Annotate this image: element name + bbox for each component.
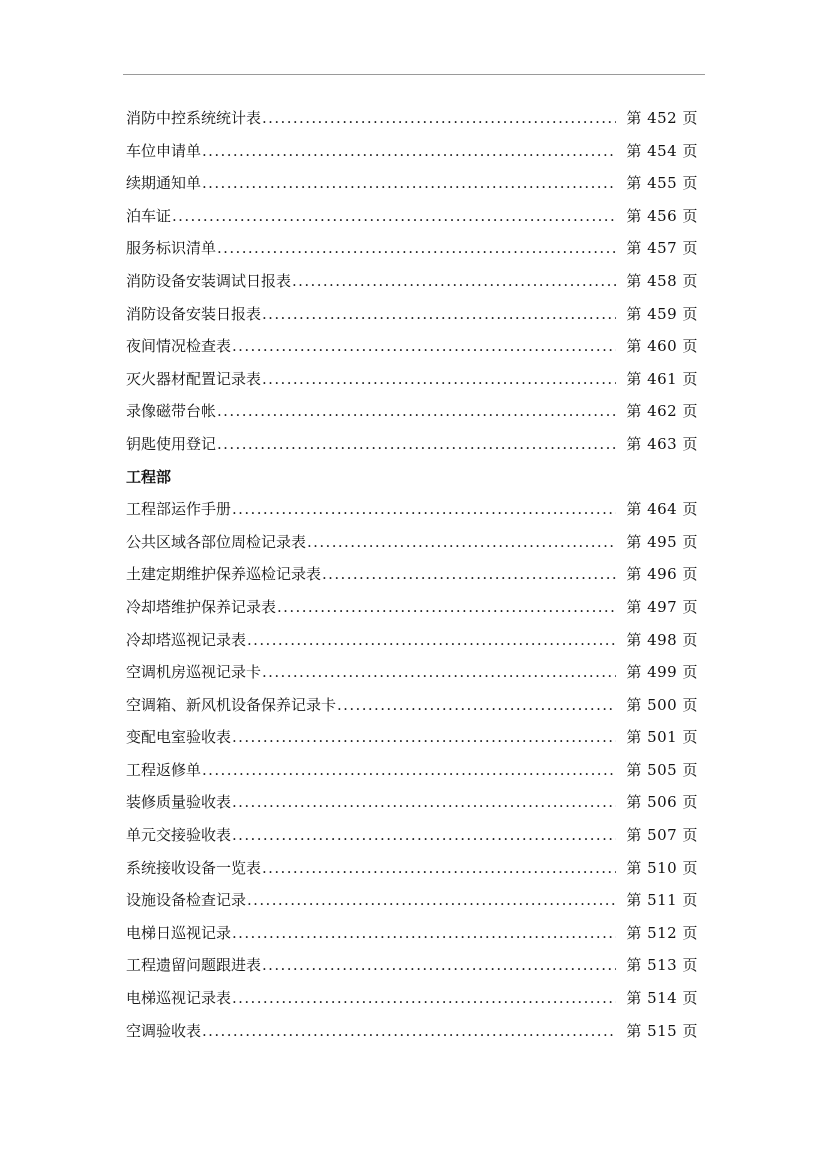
dot-leader [216,395,616,428]
toc-entry[interactable] [126,1015,698,1048]
toc-entry-title: 空调验收表 [126,1021,202,1040]
toc-entry-title: 电梯巡视记录表 [126,989,232,1008]
toc-entry-title: 录像磁带台帐 [126,402,217,421]
toc-entry-title: 空调机房巡视记录卡 [126,663,262,682]
toc-entry-title: 消防设备安装日报表 [126,304,262,323]
toc-entry[interactable] [126,395,698,428]
toc-entry-title: 土建定期维护保养巡检记录表 [126,565,322,584]
dot-leader [261,298,616,331]
toc-entry-title: 空调箱、新风机设备保养记录卡 [126,695,337,714]
toc-entry[interactable] [126,265,698,298]
toc-entry-title: 系统接收设备一览表 [126,858,262,877]
table-of-contents [126,102,698,1047]
toc-entry[interactable] [126,167,698,200]
dot-leader [231,330,616,363]
toc-entry[interactable] [126,493,698,526]
toc-entry[interactable] [126,591,698,624]
toc-entry-page-number: 第 514 页 [626,989,698,1008]
toc-entry-title: 夜间情况检查表 [126,337,232,356]
toc-entry-title: 工程部运作手册 [126,500,232,519]
toc-entry-page-number: 第 455 页 [626,174,698,193]
toc-entry-page-number: 第 459 页 [626,304,698,323]
toc-entry[interactable] [126,200,698,233]
dot-leader [291,265,616,298]
toc-entry-page-number: 第 498 页 [626,630,698,649]
toc-entry-page-number: 第 496 页 [626,565,698,584]
dot-leader [201,1015,616,1048]
toc-entry-title: 工程返修单 [126,760,202,779]
toc-entry-title: 泊车证 [126,206,172,225]
toc-entry-page-number: 第 452 页 [626,109,698,127]
toc-entry-title: 冷却塔巡视记录表 [126,630,247,649]
dot-leader [231,819,616,852]
toc-entry[interactable] [126,363,698,396]
toc-entry-page-number: 第 500 页 [626,695,698,714]
toc-entry[interactable] [126,689,698,722]
toc-entry[interactable] [126,917,698,950]
toc-entry[interactable] [126,819,698,852]
dot-leader [261,852,616,885]
toc-entry-page-number: 第 506 页 [626,793,698,812]
dot-leader [336,689,616,722]
toc-entry[interactable] [126,526,698,559]
dot-leader [231,721,616,754]
toc-entry[interactable] [126,786,698,819]
dot-leader [231,786,616,819]
dot-leader [231,493,616,526]
toc-entry-page-number: 第 499 页 [626,663,698,682]
toc-entry[interactable] [126,135,698,168]
dot-leader [246,624,616,657]
toc-entry-page-number: 第 457 页 [626,239,698,258]
dot-leader [246,884,616,917]
dot-leader [231,917,616,950]
toc-entry-title: 单元交接验收表 [126,826,232,845]
toc-entry[interactable] [126,102,698,135]
toc-group-engineering [126,493,698,1047]
toc-entry-title: 服务标识清单 [126,239,217,258]
toc-entry[interactable] [126,330,698,363]
toc-entry-page-number: 第 510 页 [626,858,698,877]
toc-entry[interactable] [126,558,698,591]
toc-entry-title: 公共区域各部位周检记录表 [126,532,307,551]
toc-entry-title: 设施设备检查记录 [126,891,247,910]
toc-entry-title: 装修质量验收表 [126,793,232,812]
toc-entry-title: 消防中控系统统计表 [126,109,262,127]
toc-entry[interactable] [126,428,698,461]
dot-leader [261,949,616,982]
toc-entry[interactable] [126,982,698,1015]
dot-leader [216,232,616,265]
toc-entry[interactable] [126,656,698,689]
toc-entry-title: 工程遗留问题跟进表 [126,956,262,975]
dot-leader [216,428,616,461]
dot-leader [261,102,616,135]
dot-leader [321,558,616,591]
toc-entry[interactable] [126,754,698,787]
toc-entry[interactable] [126,298,698,331]
toc-entry-page-number: 第 507 页 [626,826,698,845]
toc-entry-title: 变配电室验收表 [126,728,232,747]
toc-entry-title: 车位申请单 [126,141,202,160]
toc-group-security [126,102,698,461]
toc-entry[interactable] [126,884,698,917]
toc-entry[interactable] [126,852,698,885]
toc-entry[interactable] [126,624,698,657]
dot-leader [201,167,616,200]
toc-entry-title: 电梯日巡视记录 [126,923,232,942]
toc-entry-page-number: 第 495 页 [626,532,698,551]
toc-entry-page-number: 第 501 页 [626,728,698,747]
toc-entry-page-number: 第 512 页 [626,923,698,942]
toc-entry-page-number: 第 497 页 [626,597,698,616]
toc-entry-page-number: 第 464 页 [626,500,698,519]
dot-leader [201,754,616,787]
dot-leader [261,363,616,396]
toc-entry-page-number: 第 513 页 [626,956,698,975]
dot-leader [231,982,616,1015]
dot-leader [306,526,616,559]
toc-entry-title: 消防设备安装调试日报表 [126,271,292,290]
toc-entry[interactable] [126,232,698,265]
toc-entry-title: 灭火器材配置记录表 [126,369,262,388]
dot-leader [276,591,616,624]
toc-entry-page-number: 第 511 页 [626,891,698,910]
section-heading: 工程部 [126,467,172,486]
toc-entry-page-number: 第 461 页 [626,369,698,388]
dot-leader [201,135,616,168]
toc-entry-title: 钥匙使用登记 [126,434,217,453]
toc-entry[interactable] [126,949,698,982]
toc-entry-page-number: 第 458 页 [626,271,698,290]
toc-entry-title: 冷却塔维护保养记录表 [126,597,277,616]
toc-entry-title: 续期通知单 [126,174,202,193]
toc-entry-page-number: 第 454 页 [626,141,698,160]
toc-entry-page-number: 第 463 页 [626,434,698,453]
toc-entry-page-number: 第 460 页 [626,337,698,356]
dot-leader [261,656,616,689]
toc-entry[interactable] [126,721,698,754]
header-rule [123,74,705,75]
toc-entry-page-number: 第 456 页 [626,206,698,225]
toc-entry-page-number: 第 515 页 [626,1021,698,1040]
dot-leader [171,200,616,233]
toc-entry-page-number: 第 462 页 [626,402,698,421]
toc-entry-page-number: 第 505 页 [626,760,698,779]
